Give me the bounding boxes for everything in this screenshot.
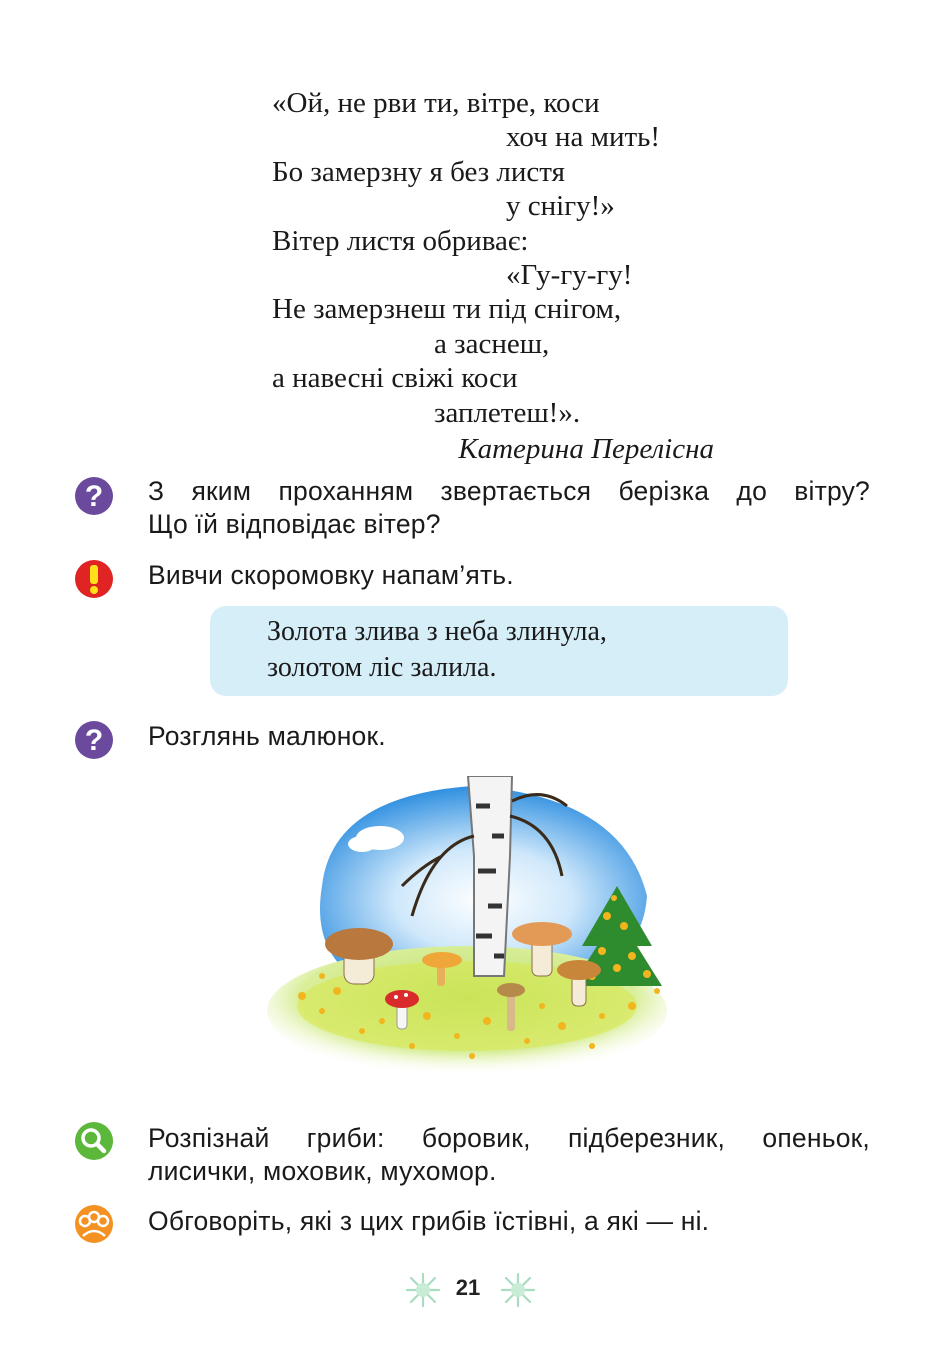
tongue-twister-line: Золота злива з неба злинула,: [267, 616, 607, 647]
task-text: [148, 475, 870, 541]
poem-line: Бо замерзну я без листя: [272, 155, 565, 188]
task-line: лисички, моховик, мухомор.: [148, 1156, 497, 1186]
question-icon: [74, 720, 114, 760]
poem-line: у снігу!»: [506, 190, 615, 223]
page-footer: [0, 1272, 935, 1308]
autumn-birch-mushrooms-illustration: [262, 776, 682, 1086]
task-line: З яким проханням звертається берізка до вітру?: [148, 476, 870, 506]
group-discussion-icon: [74, 1204, 114, 1244]
task-discuss: [74, 1204, 874, 1244]
poem: [272, 86, 732, 466]
poem-line: хоч на мить!: [506, 121, 661, 154]
task-text: Вивчи скоромовку напам’ять.: [148, 560, 514, 590]
tongue-twister-line: золотом ліс залила.: [267, 652, 497, 683]
task-question-2: [74, 720, 874, 760]
task-text: Розглянь малюнок.: [148, 721, 386, 751]
poem-line: «Ой, не рви ти, вітре, коси: [272, 87, 600, 119]
poem-line: Вітер листя обриває:: [272, 224, 529, 257]
svg-text:?: ?: [84, 724, 104, 757]
task-recognize: [74, 1121, 874, 1191]
snowflake-icon: [405, 1272, 441, 1308]
task-line: Розпізнай гриби: боровик, підберезник, опеньок,: [148, 1123, 870, 1153]
magnifier-icon: [74, 1121, 114, 1161]
svg-text:?: ?: [84, 480, 104, 513]
question-icon: [74, 476, 114, 516]
task-line: Що їй відповідає вітер?: [148, 509, 441, 539]
task-text: [148, 1122, 870, 1188]
task-text: Обговоріть, які з цих грибів їстівні, а які — ні.: [148, 1206, 710, 1236]
poem-line: а заснеш,: [434, 327, 550, 360]
exclamation-icon: [74, 559, 114, 599]
poem-author: Катерина Перелісна: [458, 433, 714, 466]
poem-line: «Гу-гу-гу!: [506, 259, 633, 292]
page-number: 21: [455, 1275, 481, 1300]
task-question-1: [74, 476, 874, 546]
snowflake-icon: [500, 1272, 536, 1308]
task-memorize: [74, 559, 874, 599]
poem-line: заплетеш!».: [434, 396, 581, 429]
poem-line: а навесні свіжі коси: [272, 362, 518, 395]
tongue-twister-box: [210, 606, 788, 696]
poem-line: Не замерзнеш ти під снігом,: [272, 293, 622, 326]
